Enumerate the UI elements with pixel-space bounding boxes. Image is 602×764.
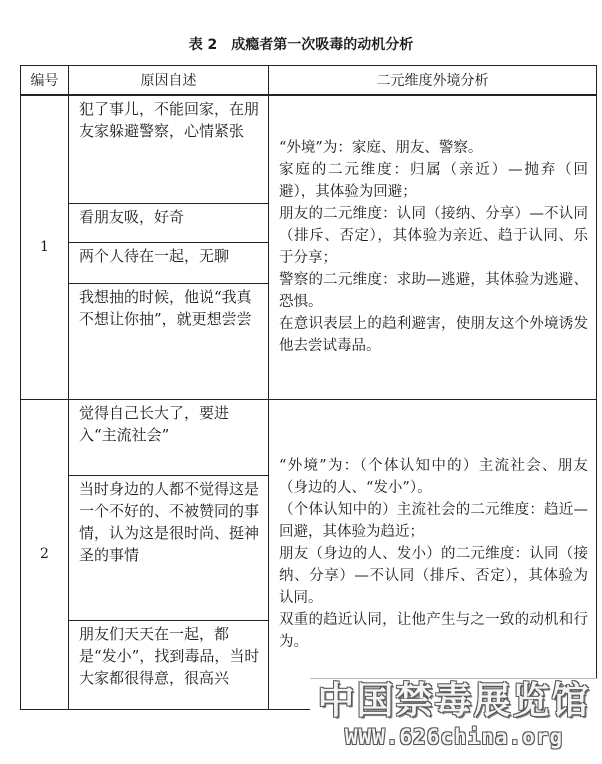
reason-text: 看朋友吸，好奇 xyxy=(79,207,185,226)
analysis-line: 朋友（身边的人、发小）的二元维度：认同（接纳、分享）—不认同（排斥、否定），其体验为认同。 xyxy=(279,546,588,606)
table-row xyxy=(21,399,597,475)
group-id-1: 1 xyxy=(21,95,69,399)
reason-cell xyxy=(69,475,269,620)
reason-cell xyxy=(69,242,269,283)
analysis-line: 朋友的二元维度：认同（接纳、分享）—不认同（排斥、否定），其体验为亲近、趋于认同、乐于分享； xyxy=(279,206,588,267)
reason-text: 朋友们天天在一起，都是“发小”，找到毒品，当时大家都很得意，很高兴 xyxy=(79,624,260,687)
reason-cell xyxy=(69,620,269,709)
analysis-line: “外境”为：（个体认知中的）主流社会、朋友（身边的人、“发小”）。 xyxy=(279,458,588,496)
group-id-2: 2 xyxy=(21,399,69,709)
reason-text: 觉得自己长大了，要进入“主流社会” xyxy=(79,403,230,444)
reason-text: 我想抽的时候，他说“我真不想让你抽”，就更想尝尝 xyxy=(79,287,252,328)
site-watermark xyxy=(310,678,598,757)
analysis-line: 双重的趋近认同，让他产生与之一致的动机和行为。 xyxy=(279,612,588,650)
table-caption: 表 2 成瘾者第一次吸毒的动机分析 xyxy=(188,37,414,53)
analysis-line: “外境”为：家庭、朋友、警察。 xyxy=(279,140,483,157)
analysis-line: 警察的二元维度：求助—逃避，其体验为逃避、恐惧。 xyxy=(279,272,588,311)
watermark-title: 中国禁毒展览馆 xyxy=(317,679,591,722)
watermark-url: WWW.626china.org xyxy=(344,725,564,749)
reason-text: 犯了事儿，不能回家，在朋友家躲避警察，心情紧张 xyxy=(79,100,260,140)
reason-cell xyxy=(69,95,269,203)
reason-cell xyxy=(69,283,269,399)
analysis-line: 家庭的二元维度：归属（亲近）—抛弃（回避），其体验为回避； xyxy=(279,162,588,201)
reason-text: 当时身边的人都不觉得这是一个不好的、不被赞同的事情，认为这是很时尚、挺神圣的事情 xyxy=(79,479,260,564)
analysis-cell-2 xyxy=(269,399,597,709)
motivation-table xyxy=(20,65,597,710)
reason-cell xyxy=(69,399,269,475)
header-id: 编号 xyxy=(21,66,69,96)
header-row xyxy=(21,66,597,96)
header-analysis: 二元维度外境分析 xyxy=(269,66,597,96)
analysis-line: （个体认知中的）主流社会的二元维度：趋近—回避，其体验为趋近； xyxy=(279,502,588,540)
reason-text: 两个人待在一起，无聊 xyxy=(79,246,230,265)
table-row xyxy=(21,95,597,203)
reason-cell xyxy=(69,203,269,242)
analysis-cell-1 xyxy=(269,95,597,399)
analysis-line: 在意识表层上的趋利避害，使朋友这个外境诱发他去尝试毒品。 xyxy=(279,316,588,355)
header-reason: 原因自述 xyxy=(69,66,269,96)
